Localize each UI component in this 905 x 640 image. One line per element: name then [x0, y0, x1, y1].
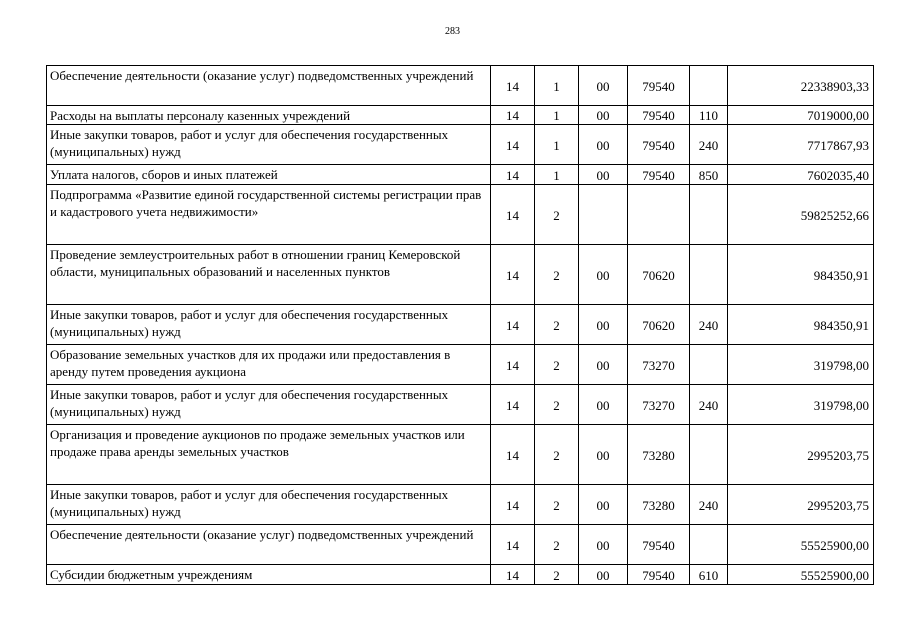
table-row	[47, 66, 874, 106]
program-code: 00	[579, 125, 628, 165]
program-code: 00	[579, 485, 628, 525]
amount: 984350,91	[728, 245, 874, 305]
item-code: 70620	[628, 305, 690, 345]
item-code: 79540	[628, 565, 690, 585]
program-code: 00	[579, 165, 628, 185]
amount: 59825252,66	[728, 185, 874, 245]
expense-type-code: 240	[690, 125, 728, 165]
amount: 22338903,33	[728, 66, 874, 106]
amount: 984350,91	[728, 305, 874, 345]
item-code: 79540	[628, 125, 690, 165]
section-code: 14	[491, 345, 535, 385]
table-row	[47, 385, 874, 425]
amount: 7602035,40	[728, 165, 874, 185]
section-code: 14	[491, 245, 535, 305]
section-code: 14	[491, 565, 535, 585]
expense-type-code: 850	[690, 165, 728, 185]
section-code: 14	[491, 525, 535, 565]
section-code: 14	[491, 66, 535, 106]
row-name: Расходы на выплаты персоналу казенных учреждений	[47, 106, 491, 125]
expense-type-code: 240	[690, 385, 728, 425]
item-code	[628, 185, 690, 245]
section-code: 14	[491, 425, 535, 485]
item-code: 73270	[628, 345, 690, 385]
section-code: 14	[491, 305, 535, 345]
expense-type-code	[690, 525, 728, 565]
section-code: 14	[491, 385, 535, 425]
row-name: Обеспечение деятельности (оказание услуг) подведомственных учреждений	[47, 525, 491, 565]
subsection-code: 2	[535, 185, 579, 245]
subsection-code: 2	[535, 245, 579, 305]
subsection-code: 2	[535, 485, 579, 525]
table-row	[47, 106, 874, 125]
section-code: 14	[491, 165, 535, 185]
subsection-code: 1	[535, 66, 579, 106]
amount: 2995203,75	[728, 485, 874, 525]
table-row	[47, 485, 874, 525]
program-code: 00	[579, 245, 628, 305]
row-name: Иные закупки товаров, работ и услуг для обеспечения государственных (муниципальных) нужд	[47, 385, 491, 425]
subsection-code: 2	[535, 425, 579, 485]
row-name: Проведение землеустроительных работ в отношении границ Кемеровской области, муниципальных образований и населенных пунктов	[47, 245, 491, 305]
expense-type-code: 240	[690, 485, 728, 525]
amount: 7717867,93	[728, 125, 874, 165]
item-code: 70620	[628, 245, 690, 305]
item-code: 79540	[628, 525, 690, 565]
table-row	[47, 165, 874, 185]
table-row	[47, 185, 874, 245]
amount: 7019000,00	[728, 106, 874, 125]
expense-type-code: 610	[690, 565, 728, 585]
subsection-code: 1	[535, 106, 579, 125]
page-number: 283	[445, 26, 460, 37]
row-name: Уплата налогов, сборов и иных платежей	[47, 165, 491, 185]
row-name: Организация и проведение аукционов по продаже земельных участков или продаже права аренды земельных участков	[47, 425, 491, 485]
amount: 2995203,75	[728, 425, 874, 485]
expense-type-code	[690, 66, 728, 106]
program-code: 00	[579, 385, 628, 425]
amount: 319798,00	[728, 385, 874, 425]
amount: 55525900,00	[728, 565, 874, 585]
program-code: 00	[579, 525, 628, 565]
item-code: 79540	[628, 165, 690, 185]
subsection-code: 1	[535, 125, 579, 165]
expense-type-code	[690, 345, 728, 385]
table-row	[47, 345, 874, 385]
subsection-code: 2	[535, 305, 579, 345]
item-code: 73280	[628, 485, 690, 525]
expense-type-code	[690, 425, 728, 485]
row-name: Подпрограмма «Развитие единой государственной системы регистрации прав и кадастрового учета недвижимости»	[47, 185, 491, 245]
item-code: 79540	[628, 66, 690, 106]
program-code: 00	[579, 66, 628, 106]
expense-type-code: 240	[690, 305, 728, 345]
table-row	[47, 305, 874, 345]
row-name: Образование земельных участков для их продажи или предоставления в аренду путем проведения аукциона	[47, 345, 491, 385]
expense-type-code: 110	[690, 106, 728, 125]
item-code: 79540	[628, 106, 690, 125]
subsection-code: 2	[535, 525, 579, 565]
subsection-code: 2	[535, 565, 579, 585]
item-code: 73270	[628, 385, 690, 425]
table-row	[47, 245, 874, 305]
program-code: 00	[579, 565, 628, 585]
section-code: 14	[491, 106, 535, 125]
table-row	[47, 565, 874, 585]
item-code: 73280	[628, 425, 690, 485]
row-name: Иные закупки товаров, работ и услуг для обеспечения государственных (муниципальных) нужд	[47, 305, 491, 345]
table-row	[47, 525, 874, 565]
section-code: 14	[491, 185, 535, 245]
section-code: 14	[491, 125, 535, 165]
row-name: Иные закупки товаров, работ и услуг для обеспечения государственных (муниципальных) нужд	[47, 485, 491, 525]
subsection-code: 2	[535, 345, 579, 385]
program-code: 00	[579, 425, 628, 485]
program-code: 00	[579, 106, 628, 125]
amount: 55525900,00	[728, 525, 874, 565]
amount: 319798,00	[728, 345, 874, 385]
expense-type-code	[690, 185, 728, 245]
program-code: 00	[579, 305, 628, 345]
table-row	[47, 425, 874, 485]
section-code: 14	[491, 485, 535, 525]
row-name: Обеспечение деятельности (оказание услуг) подведомственных учреждений	[47, 66, 491, 106]
table-row	[47, 125, 874, 165]
expense-type-code	[690, 245, 728, 305]
row-name: Субсидии бюджетным учреждениям	[47, 565, 491, 585]
row-name: Иные закупки товаров, работ и услуг для обеспечения государственных (муниципальных) нужд	[47, 125, 491, 165]
subsection-code: 2	[535, 385, 579, 425]
program-code	[579, 185, 628, 245]
program-code: 00	[579, 345, 628, 385]
subsection-code: 1	[535, 165, 579, 185]
budget-table	[46, 65, 874, 585]
